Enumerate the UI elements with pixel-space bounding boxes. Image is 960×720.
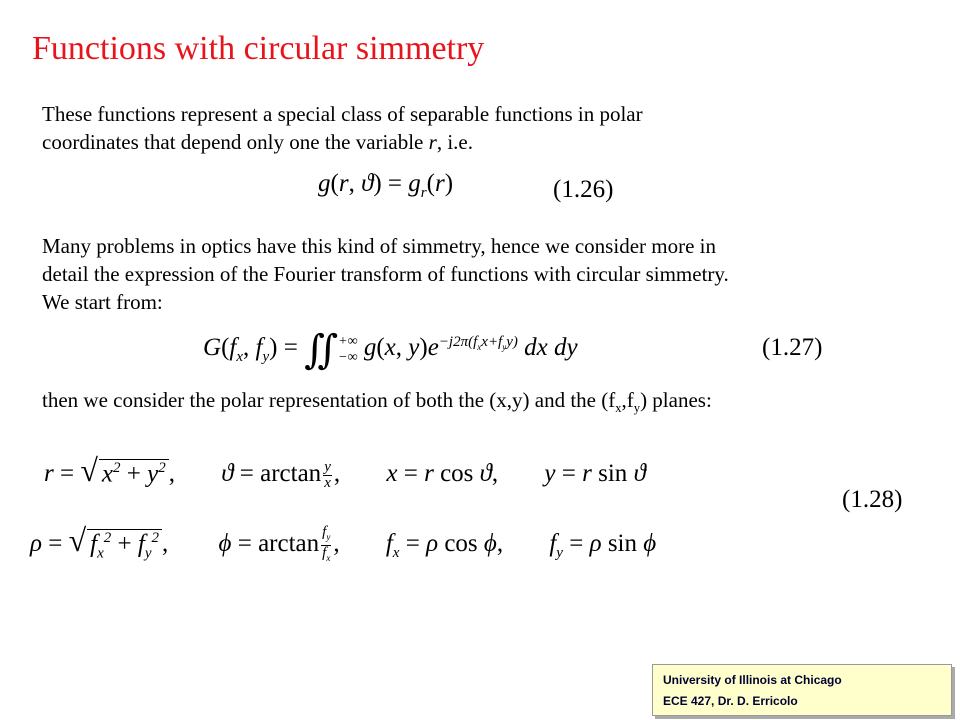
motivation-line-1: Many problems in optics have this kind of simmetry, hence we consider more in: [42, 234, 716, 258]
equation-1-26: g(r, $ϑ) = g_r(r)$: [318, 170, 454, 201]
variable-r: r: [428, 130, 437, 154]
r-definition: r = √ $x^2 + y^2$ ,: [44, 452, 175, 488]
slide-title: Functions with circular simmetry: [32, 30, 485, 67]
theta-definition: ϑ = arctan $\frac{y}{x}$ ,: [221, 458, 341, 491]
equation-number-1-26: (1.26): [553, 176, 614, 203]
equation-number-1-27: (1.27): [762, 334, 823, 361]
motivation-line-3: We start from:: [42, 290, 163, 314]
y-definition: y = r sin ϑ: [544, 460, 646, 487]
equation-number-1-28: (1.28): [842, 486, 903, 513]
intro-paragraph: [42, 100, 643, 156]
intro-line-2: coordinates that depend only one the variable r, i.e.: [42, 130, 473, 154]
x-definition: x = r cos ϑ,: [386, 460, 499, 487]
footer-course: ECE 427, Dr. D. Erricolo: [663, 694, 798, 708]
footer-university: University of Illinois at Chicago: [663, 673, 842, 687]
equation-1-27: $G(f_x$, $f_y$) = ∬ +∞ −∞ g(x, $y)e^{-j2\pi(f_xx+f_yy)}$ dx dy: [203, 327, 578, 372]
fx-definition: $f_x = \rho$ cos ϕ,: [385, 530, 504, 561]
fy-definition: $f_y = \rho$ sin ϕ: [549, 530, 657, 561]
phi-definition: ϕ = arctan $\frac{f_y}{f_x}$ ,: [218, 523, 340, 563]
equation-row-xy: [44, 452, 646, 491]
footer-box: [652, 664, 952, 716]
intro-line-1: These functions represent a special class of separable functions in polar: [42, 102, 643, 126]
rho-definition: ρ = √ $f_x^2 + f_y^2$ ,: [30, 522, 169, 561]
motivation-paragraph: [42, 232, 729, 316]
equation-row-frequency: [30, 522, 656, 566]
motivation-line-2: detail the expression of the Fourier transform of functions with circular simmetry.: [42, 262, 729, 286]
polar-intro-paragraph: then we consider the polar representation of both the (x,y) and the $(f_x,f_y)$ planes:: [42, 388, 712, 416]
